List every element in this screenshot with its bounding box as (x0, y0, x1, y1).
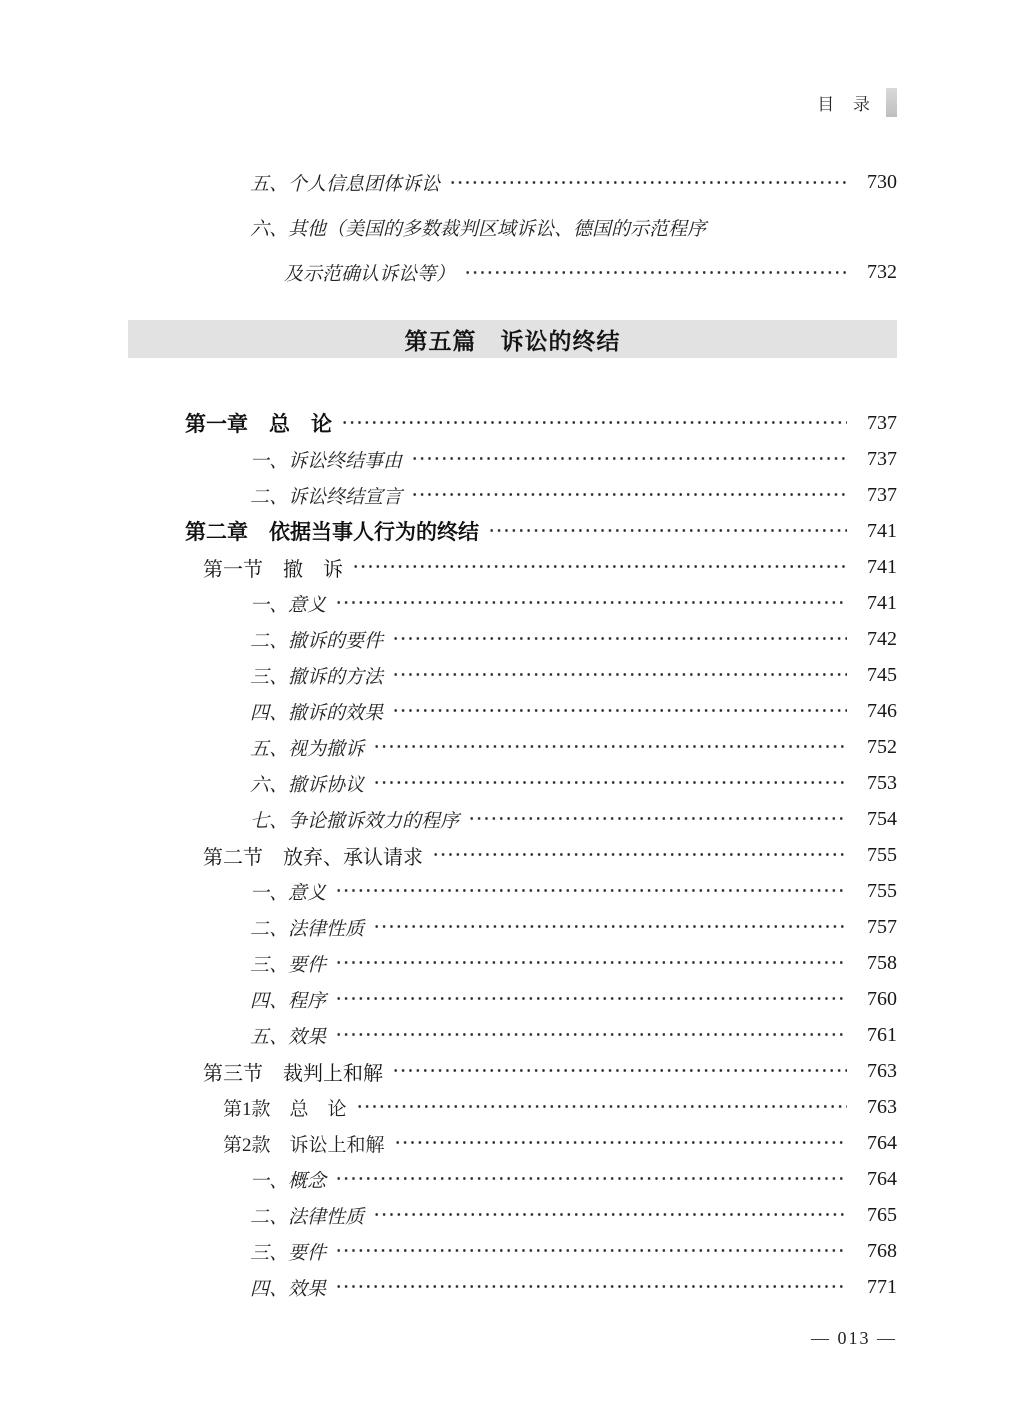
toc-entry (128, 1125, 897, 1161)
running-head (817, 88, 897, 117)
toc-entry (128, 729, 897, 765)
toc-entry (128, 441, 897, 477)
entry-label: 六、撤诉协议 (250, 774, 365, 796)
toc-entry (128, 1053, 897, 1089)
dot-leader (335, 585, 847, 621)
entry-label: 七、争论撤诉效力的程序 (250, 810, 460, 832)
entry-label: 二、法律性质 (250, 918, 365, 940)
entry-label: 及示范确认诉讼等） (284, 264, 456, 285)
footer-page-number: — 013 — (811, 1328, 897, 1348)
entry-page-number: 757 (867, 915, 897, 938)
toc-entry (128, 1161, 897, 1197)
entry-page-number: 752 (867, 735, 897, 758)
entry-page-number: 760 (867, 987, 897, 1010)
running-head-title: 目 录 (817, 95, 877, 114)
entry-page-number: 758 (867, 951, 897, 974)
dot-leader (335, 1161, 847, 1197)
toc-entry (128, 1269, 897, 1305)
entry-label: 一、意义 (250, 882, 327, 904)
dot-leader (335, 873, 847, 909)
toc-entries-before-banner (128, 160, 897, 295)
entry-label: 第二章 依据当事人行为的终结 (185, 521, 479, 544)
entry-label: 五、视为撤诉 (250, 738, 365, 760)
entry-label: 六、其他（美国的多数裁判区域诉讼、德国的示范程序 (250, 219, 707, 240)
entry-page-number: 768 (867, 1239, 897, 1262)
dot-leader (449, 160, 847, 205)
toc-entry (128, 205, 897, 250)
dot-leader (341, 405, 847, 441)
entry-page-number: 753 (867, 771, 897, 794)
entry-label: 第一节 撤 诉 (203, 558, 343, 581)
dot-leader (488, 513, 847, 549)
entry-label: 第二节 放弃、承认请求 (203, 846, 423, 869)
dot-leader (392, 621, 847, 657)
dot-leader (464, 250, 847, 295)
toc-entry (128, 549, 897, 585)
dot-leader (335, 1017, 847, 1053)
dot-leader (392, 1053, 847, 1089)
entry-page-number: 741 (867, 519, 897, 542)
entry-page-number: 763 (867, 1095, 897, 1118)
entry-label: 二、法律性质 (250, 1206, 365, 1228)
toc-entry (128, 477, 897, 513)
dot-leader (373, 729, 847, 765)
entry-page-number: 730 (867, 171, 897, 193)
entry-page-number: 761 (867, 1023, 897, 1046)
toc-entry (128, 1017, 897, 1053)
entry-label: 四、效果 (250, 1278, 327, 1300)
toc-entry (128, 909, 897, 945)
dot-leader (432, 837, 847, 873)
dot-leader (335, 1269, 847, 1305)
entry-page-number: 737 (867, 483, 897, 506)
entry-page-number: 755 (867, 879, 897, 902)
toc-entries-after-banner (128, 405, 897, 1305)
dot-leader (335, 981, 847, 1017)
entry-label: 第2款 诉讼上和解 (223, 1134, 385, 1156)
entry-label: 三、要件 (250, 954, 327, 976)
dot-leader (335, 1233, 847, 1269)
dot-leader (373, 1197, 847, 1233)
entry-page-number: 763 (867, 1059, 897, 1082)
toc-entry (128, 160, 897, 205)
toc-entry (128, 801, 897, 837)
dot-leader (335, 945, 847, 981)
dot-leader (392, 657, 847, 693)
entry-page-number: 741 (867, 591, 897, 614)
running-head-bar-decoration (886, 88, 897, 117)
dot-leader (411, 477, 847, 513)
entry-label: 五、效果 (250, 1026, 327, 1048)
entry-label: 第一章 总 论 (185, 413, 332, 436)
entry-page-number: 765 (867, 1203, 897, 1226)
entry-label: 二、诉讼终结宣言 (250, 486, 403, 508)
entry-page-number: 745 (867, 663, 897, 686)
toc-entry (128, 837, 897, 873)
toc-entry (128, 405, 897, 441)
dot-leader (373, 909, 847, 945)
toc-entry (128, 1197, 897, 1233)
entry-label: 五、个人信息团体诉讼 (250, 174, 441, 195)
part-banner (128, 320, 897, 358)
entry-page-number: 737 (867, 447, 897, 470)
entry-page-number: 732 (867, 261, 897, 283)
toc-entry (128, 250, 897, 295)
entry-label: 三、撤诉的方法 (250, 666, 384, 688)
dot-leader (373, 765, 847, 801)
toc-entry (128, 657, 897, 693)
entry-page-number: 741 (867, 555, 897, 578)
toc-entry (128, 1233, 897, 1269)
toc-entry (128, 1089, 897, 1125)
dot-leader (352, 549, 847, 585)
dot-leader (394, 1125, 847, 1161)
entry-page-number: 754 (867, 807, 897, 830)
entry-page-number: 764 (867, 1167, 897, 1190)
entry-page-number: 755 (867, 843, 897, 866)
entry-label: 一、意义 (250, 594, 327, 616)
toc-entry (128, 873, 897, 909)
entry-label: 第1款 总 论 (223, 1098, 347, 1120)
entry-label: 一、概念 (250, 1170, 327, 1192)
entry-label: 四、撤诉的效果 (250, 702, 384, 724)
toc-content (128, 160, 897, 1305)
toc-entry (128, 621, 897, 657)
dot-leader (468, 801, 847, 837)
entry-page-number: 742 (867, 627, 897, 650)
entry-label: 二、撤诉的要件 (250, 630, 384, 652)
entry-label: 三、要件 (250, 1242, 327, 1264)
toc-entry (128, 693, 897, 729)
dot-leader (411, 441, 847, 477)
entry-label: 一、诉讼终结事由 (250, 450, 403, 472)
dot-leader (715, 205, 847, 250)
entry-page-number: 764 (867, 1131, 897, 1154)
toc-entry (128, 981, 897, 1017)
part-banner-title: 第五篇 诉讼的终结 (404, 327, 621, 354)
entry-page-number: 771 (867, 1275, 897, 1298)
entry-label: 四、程序 (250, 990, 327, 1012)
entry-label: 第三节 裁判上和解 (203, 1062, 383, 1085)
dot-leader (356, 1089, 847, 1125)
dot-leader (392, 693, 847, 729)
toc-entry (128, 585, 897, 621)
entry-page-number: 737 (867, 411, 897, 434)
toc-entry (128, 513, 897, 549)
toc-entry (128, 765, 897, 801)
entry-page-number: 746 (867, 699, 897, 722)
toc-entry (128, 945, 897, 981)
